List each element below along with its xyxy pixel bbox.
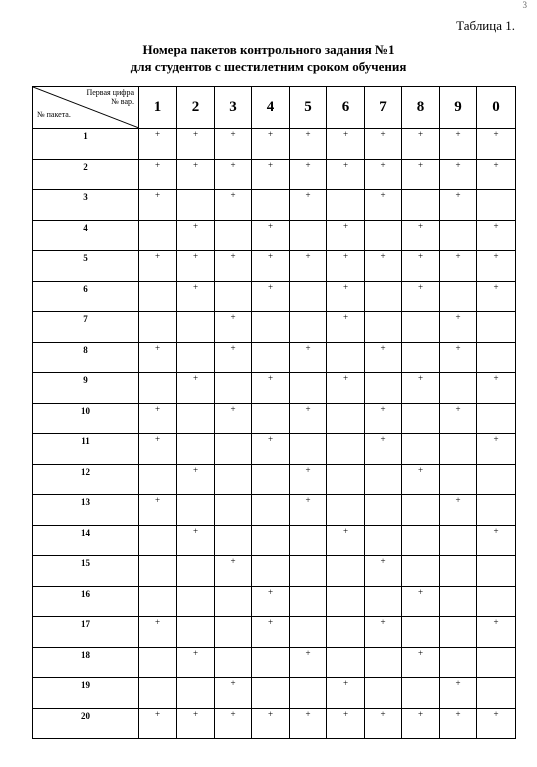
title-line-1: Номера пакетов контрольного задания №1: [142, 42, 395, 57]
mark-cell-empty: [440, 373, 477, 404]
package-number-cell: 5: [33, 251, 139, 282]
mark-cell-empty: [177, 434, 215, 465]
mark-cell-plus: +: [290, 190, 327, 221]
table-row: [33, 129, 516, 160]
mark-cell-plus: +: [177, 129, 215, 160]
mark-cell-empty: [402, 495, 440, 526]
mark-cell-empty: [252, 312, 290, 343]
mark-cell-plus: +: [177, 647, 215, 678]
package-number-cell: 7: [33, 312, 139, 343]
package-number-cell: 13: [33, 495, 139, 526]
mark-cell-empty: [215, 525, 252, 556]
mark-cell-plus: +: [440, 190, 477, 221]
mark-cell-plus: +: [365, 159, 402, 190]
mark-cell-plus: +: [440, 708, 477, 739]
mark-cell-empty: [139, 464, 177, 495]
mark-cell-empty: [139, 678, 177, 709]
mark-cell-empty: [252, 190, 290, 221]
table-row: [33, 586, 516, 617]
mark-cell-plus: +: [402, 281, 440, 312]
mark-cell-empty: [177, 556, 215, 587]
table-row: [33, 190, 516, 221]
mark-cell-plus: +: [252, 434, 290, 465]
mark-cell-empty: [477, 403, 516, 434]
mark-cell-plus: +: [477, 281, 516, 312]
mark-cell-empty: [327, 617, 365, 648]
mark-cell-empty: [215, 281, 252, 312]
package-number-cell: 11: [33, 434, 139, 465]
corner-top-line-2: № вар.: [111, 97, 134, 106]
mark-cell-plus: +: [139, 617, 177, 648]
digit-header: 2: [177, 87, 215, 129]
package-number-cell: 3: [33, 190, 139, 221]
mark-cell-empty: [365, 220, 402, 251]
mark-cell-empty: [477, 647, 516, 678]
mark-cell-plus: +: [402, 708, 440, 739]
mark-cell-empty: [440, 281, 477, 312]
mark-cell-empty: [402, 678, 440, 709]
mark-cell-plus: +: [215, 312, 252, 343]
mark-cell-empty: [402, 556, 440, 587]
mark-cell-plus: +: [290, 159, 327, 190]
mark-cell-plus: +: [177, 159, 215, 190]
mark-cell-plus: +: [290, 251, 327, 282]
mark-cell-plus: +: [215, 129, 252, 160]
mark-cell-plus: +: [327, 251, 365, 282]
mark-cell-plus: +: [290, 403, 327, 434]
mark-cell-plus: +: [477, 129, 516, 160]
mark-cell-plus: +: [215, 251, 252, 282]
mark-cell-plus: +: [252, 251, 290, 282]
mark-cell-plus: +: [365, 434, 402, 465]
mark-cell-plus: +: [327, 708, 365, 739]
mark-cell-plus: +: [365, 556, 402, 587]
mark-cell-empty: [215, 495, 252, 526]
table-row: [33, 617, 516, 648]
mark-cell-empty: [440, 647, 477, 678]
mark-cell-plus: +: [177, 251, 215, 282]
mark-cell-empty: [252, 464, 290, 495]
mark-cell-plus: +: [327, 525, 365, 556]
table-row: [33, 159, 516, 190]
mark-cell-empty: [139, 312, 177, 343]
mark-cell-plus: +: [402, 586, 440, 617]
mark-cell-plus: +: [252, 159, 290, 190]
mark-cell-empty: [215, 373, 252, 404]
package-number-cell: 4: [33, 220, 139, 251]
mark-cell-plus: +: [177, 373, 215, 404]
mark-cell-empty: [440, 464, 477, 495]
package-number-cell: 19: [33, 678, 139, 709]
mark-cell-empty: [365, 647, 402, 678]
table-row: [33, 495, 516, 526]
package-number-cell: 12: [33, 464, 139, 495]
package-number-cell: 20: [33, 708, 139, 739]
corner-cell: [33, 87, 139, 129]
mark-cell-plus: +: [327, 129, 365, 160]
mark-cell-plus: +: [477, 373, 516, 404]
table-row: [33, 220, 516, 251]
mark-cell-empty: [177, 617, 215, 648]
package-number-cell: 15: [33, 556, 139, 587]
mark-cell-plus: +: [327, 678, 365, 709]
mark-cell-empty: [365, 373, 402, 404]
mark-cell-plus: +: [440, 159, 477, 190]
mark-cell-plus: +: [440, 342, 477, 373]
mark-cell-empty: [402, 525, 440, 556]
mark-cell-empty: [177, 190, 215, 221]
mark-cell-plus: +: [215, 708, 252, 739]
mark-cell-plus: +: [215, 190, 252, 221]
mark-cell-empty: [365, 586, 402, 617]
table-row: [33, 708, 516, 739]
mark-cell-plus: +: [252, 586, 290, 617]
mark-cell-empty: [290, 617, 327, 648]
digit-header: 5: [290, 87, 327, 129]
table-title: [0, 41, 537, 75]
mark-cell-empty: [290, 556, 327, 587]
mark-cell-plus: +: [252, 373, 290, 404]
mark-cell-empty: [177, 495, 215, 526]
mark-cell-empty: [290, 678, 327, 709]
mark-cell-empty: [365, 678, 402, 709]
mark-cell-plus: +: [252, 708, 290, 739]
mark-cell-empty: [290, 434, 327, 465]
mark-cell-empty: [440, 586, 477, 617]
mark-cell-empty: [252, 342, 290, 373]
mark-cell-plus: +: [477, 525, 516, 556]
package-number-cell: 1: [33, 129, 139, 160]
mark-cell-plus: +: [327, 281, 365, 312]
mark-cell-plus: +: [290, 464, 327, 495]
mark-cell-empty: [440, 617, 477, 648]
package-number-cell: 9: [33, 373, 139, 404]
mark-cell-empty: [327, 434, 365, 465]
mark-cell-plus: +: [402, 464, 440, 495]
corner-top-label: [86, 88, 134, 106]
table-row: [33, 525, 516, 556]
table-label: Таблица 1.: [456, 18, 515, 33]
mark-cell-empty: [477, 464, 516, 495]
mark-cell-empty: [327, 647, 365, 678]
mark-cell-plus: +: [290, 647, 327, 678]
mark-cell-plus: +: [290, 342, 327, 373]
mark-cell-empty: [290, 281, 327, 312]
digit-header: 8: [402, 87, 440, 129]
mark-cell-plus: +: [365, 708, 402, 739]
digit-header: 1: [139, 87, 177, 129]
mark-cell-plus: +: [477, 708, 516, 739]
mark-cell-empty: [402, 342, 440, 373]
mark-cell-empty: [252, 403, 290, 434]
mark-cell-plus: +: [177, 464, 215, 495]
digit-header: 6: [327, 87, 365, 129]
mark-cell-plus: +: [327, 312, 365, 343]
mark-cell-empty: [177, 342, 215, 373]
mark-cell-empty: [215, 464, 252, 495]
mark-cell-plus: +: [440, 312, 477, 343]
mark-cell-empty: [365, 312, 402, 343]
mark-cell-empty: [327, 403, 365, 434]
mark-cell-plus: +: [402, 159, 440, 190]
mark-cell-empty: [139, 556, 177, 587]
mark-cell-empty: [327, 556, 365, 587]
mark-cell-empty: [215, 220, 252, 251]
mark-cell-empty: [365, 281, 402, 312]
mark-cell-empty: [440, 525, 477, 556]
mark-cell-plus: +: [215, 159, 252, 190]
package-number-cell: 6: [33, 281, 139, 312]
mark-cell-empty: [139, 373, 177, 404]
package-number-cell: 14: [33, 525, 139, 556]
mark-cell-empty: [440, 434, 477, 465]
mark-cell-plus: +: [477, 434, 516, 465]
mark-cell-plus: +: [139, 190, 177, 221]
package-table: [32, 86, 516, 739]
mark-cell-empty: [402, 434, 440, 465]
mark-cell-plus: +: [139, 434, 177, 465]
table-row: [33, 281, 516, 312]
mark-cell-plus: +: [252, 281, 290, 312]
mark-cell-plus: +: [365, 251, 402, 282]
mark-cell-empty: [252, 525, 290, 556]
mark-cell-empty: [440, 556, 477, 587]
mark-cell-plus: +: [139, 129, 177, 160]
mark-cell-empty: [215, 586, 252, 617]
mark-cell-plus: +: [402, 251, 440, 282]
mark-cell-empty: [477, 556, 516, 587]
mark-cell-plus: +: [327, 373, 365, 404]
mark-cell-empty: [327, 495, 365, 526]
package-number-cell: 16: [33, 586, 139, 617]
mark-cell-empty: [402, 403, 440, 434]
mark-cell-plus: +: [139, 708, 177, 739]
table-row: [33, 434, 516, 465]
mark-cell-empty: [327, 586, 365, 617]
table-row: [33, 556, 516, 587]
mark-cell-plus: +: [440, 495, 477, 526]
mark-cell-plus: +: [215, 342, 252, 373]
mark-cell-empty: [139, 586, 177, 617]
mark-cell-plus: +: [365, 129, 402, 160]
mark-cell-plus: +: [139, 495, 177, 526]
mark-cell-plus: +: [177, 525, 215, 556]
mark-cell-plus: +: [402, 373, 440, 404]
header-row: [33, 87, 516, 129]
mark-cell-empty: [365, 495, 402, 526]
mark-cell-empty: [365, 525, 402, 556]
mark-cell-plus: +: [402, 647, 440, 678]
digit-header: 0: [477, 87, 516, 129]
digit-header: 3: [215, 87, 252, 129]
mark-cell-empty: [477, 312, 516, 343]
mark-cell-empty: [252, 495, 290, 526]
table-row: [33, 403, 516, 434]
mark-cell-plus: +: [177, 281, 215, 312]
mark-cell-empty: [402, 312, 440, 343]
mark-cell-plus: +: [290, 708, 327, 739]
mark-cell-empty: [252, 556, 290, 587]
mark-cell-plus: +: [215, 403, 252, 434]
mark-cell-empty: [252, 647, 290, 678]
table-row: [33, 251, 516, 282]
digit-header: 9: [440, 87, 477, 129]
mark-cell-plus: +: [177, 220, 215, 251]
mark-cell-plus: +: [440, 403, 477, 434]
mark-cell-plus: +: [252, 220, 290, 251]
mark-cell-plus: +: [402, 129, 440, 160]
mark-cell-empty: [290, 373, 327, 404]
mark-cell-plus: +: [215, 556, 252, 587]
mark-cell-empty: [440, 220, 477, 251]
mark-cell-empty: [477, 190, 516, 221]
package-number-cell: 17: [33, 617, 139, 648]
mark-cell-plus: +: [477, 251, 516, 282]
mark-cell-plus: +: [440, 129, 477, 160]
mark-cell-empty: [215, 617, 252, 648]
mark-cell-plus: +: [440, 678, 477, 709]
mark-cell-empty: [139, 647, 177, 678]
mark-cell-empty: [327, 190, 365, 221]
mark-cell-empty: [402, 617, 440, 648]
table-row: [33, 312, 516, 343]
table-row: [33, 678, 516, 709]
package-number-cell: 10: [33, 403, 139, 434]
mark-cell-empty: [177, 586, 215, 617]
mark-cell-plus: +: [290, 495, 327, 526]
mark-cell-plus: +: [252, 129, 290, 160]
mark-cell-plus: +: [139, 403, 177, 434]
mark-cell-empty: [215, 647, 252, 678]
mark-cell-plus: +: [365, 342, 402, 373]
mark-cell-plus: +: [477, 220, 516, 251]
table-row: [33, 464, 516, 495]
mark-cell-empty: [477, 342, 516, 373]
mark-cell-empty: [139, 525, 177, 556]
mark-cell-plus: +: [327, 159, 365, 190]
mark-cell-plus: +: [139, 159, 177, 190]
mark-cell-empty: [290, 312, 327, 343]
mark-cell-plus: +: [139, 251, 177, 282]
digit-header: 7: [365, 87, 402, 129]
table-row: [33, 647, 516, 678]
mark-cell-plus: +: [139, 342, 177, 373]
package-number-cell: 8: [33, 342, 139, 373]
mark-cell-plus: +: [365, 190, 402, 221]
mark-cell-empty: [402, 190, 440, 221]
mark-cell-empty: [477, 495, 516, 526]
package-number-cell: 2: [33, 159, 139, 190]
page-number: 3: [522, 0, 527, 10]
table-row: [33, 342, 516, 373]
mark-cell-plus: +: [290, 129, 327, 160]
mark-cell-empty: [290, 525, 327, 556]
mark-cell-plus: +: [365, 403, 402, 434]
mark-cell-empty: [477, 586, 516, 617]
mark-cell-plus: +: [477, 159, 516, 190]
mark-cell-plus: +: [365, 617, 402, 648]
table-body: [33, 129, 516, 739]
mark-cell-empty: [177, 312, 215, 343]
mark-cell-plus: +: [477, 617, 516, 648]
mark-cell-empty: [290, 586, 327, 617]
corner-top-line-1: Первая цифра: [86, 88, 134, 97]
mark-cell-empty: [139, 281, 177, 312]
mark-cell-plus: +: [177, 708, 215, 739]
mark-cell-plus: +: [252, 617, 290, 648]
mark-cell-plus: +: [402, 220, 440, 251]
table-row: [33, 373, 516, 404]
mark-cell-plus: +: [215, 678, 252, 709]
title-line-2: для студентов с шестилетним сроком обучения: [130, 59, 407, 74]
package-number-cell: 18: [33, 647, 139, 678]
mark-cell-empty: [477, 678, 516, 709]
mark-cell-empty: [215, 434, 252, 465]
digit-header: 4: [252, 87, 290, 129]
mark-cell-empty: [327, 342, 365, 373]
mark-cell-empty: [177, 678, 215, 709]
mark-cell-plus: +: [327, 220, 365, 251]
mark-cell-empty: [177, 403, 215, 434]
mark-cell-empty: [290, 220, 327, 251]
mark-cell-plus: +: [440, 251, 477, 282]
corner-bottom-label: № пакета.: [37, 110, 71, 119]
mark-cell-empty: [327, 464, 365, 495]
mark-cell-empty: [365, 464, 402, 495]
mark-cell-empty: [139, 220, 177, 251]
mark-cell-empty: [252, 678, 290, 709]
